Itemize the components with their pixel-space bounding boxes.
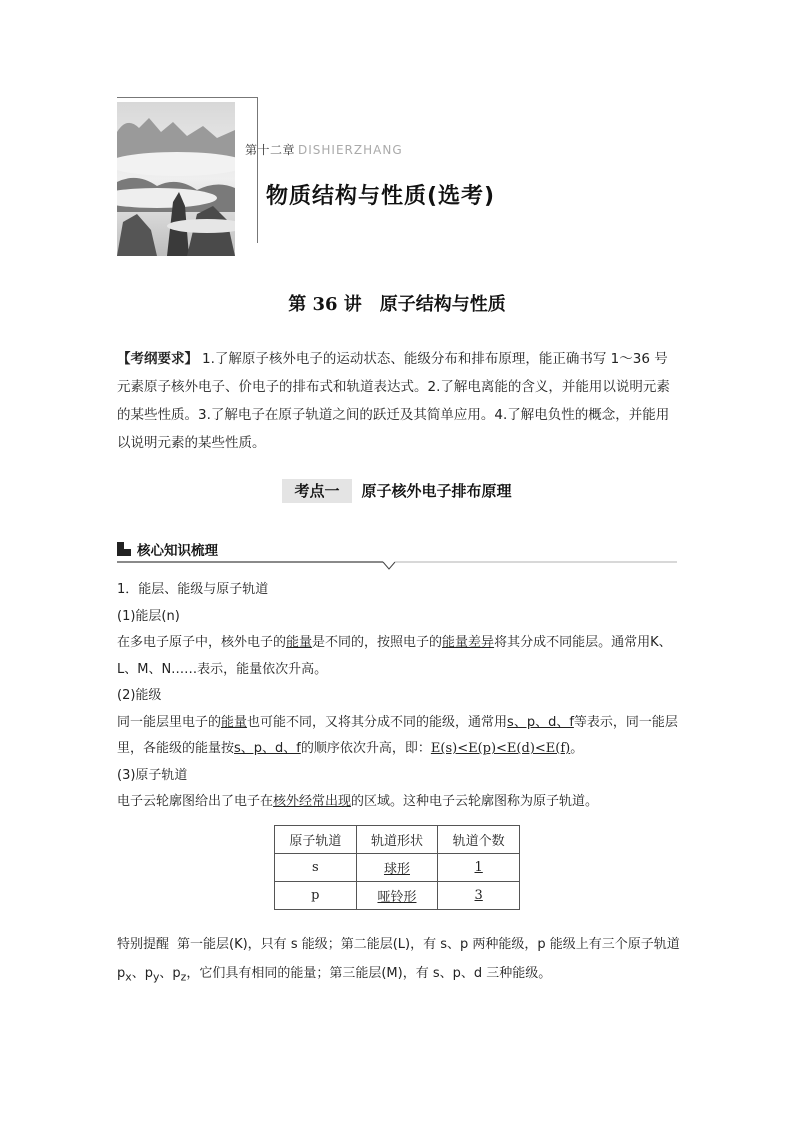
blank-answer: 核外经常出现 xyxy=(273,794,352,809)
content-body xyxy=(117,577,682,816)
chapter-number: 第十二章 xyxy=(245,143,296,157)
table-cell: 哑铃形 xyxy=(356,882,438,910)
blank-answer: s、p、d、f xyxy=(234,741,301,756)
section-title xyxy=(0,480,794,501)
subhead-divider xyxy=(117,560,677,574)
chapter-title: 物质结构与性质(选考) xyxy=(266,184,496,209)
p3-title: (3)原子轨道 xyxy=(117,767,188,783)
orbital-table xyxy=(274,825,520,910)
p3-text: 电子云轮廓图给出了电子在核外经常出现的区域。这种电子云轮廓图称为原子轨道。 xyxy=(117,794,599,809)
p2-text: 同一能层里电子的能量也可能不同，又将其分成不同的能级，通常用s、p、d、f等表示，同一能层里，各能级的能量按s、p、d、f的顺序依次升高，即：E(s)<E(p)<E(d)<E(f)。 xyxy=(117,714,678,756)
requirements-label: 【考纲要求】 xyxy=(117,351,198,367)
table-cell: 球形 xyxy=(356,854,438,882)
table-header: 轨道个数 xyxy=(438,826,520,854)
table-row xyxy=(275,854,520,882)
table-cell: p xyxy=(275,882,357,910)
note-label: 特别提醒 xyxy=(117,937,170,952)
p1-text: 在多电子原子中，核外电子的能量是不同的，按照电子的能量差异将其分成不同能层。通常用K、L、M、N……表示，能量依次升高。 xyxy=(117,635,672,677)
table-header: 原子轨道 xyxy=(275,826,357,854)
subhead xyxy=(117,539,218,559)
chapter-label xyxy=(245,141,403,158)
blank-answer: s、p、d、f xyxy=(507,714,574,730)
p2-title: (2)能级 xyxy=(117,688,162,703)
heading-energy-levels: 1．能层、能级与原子轨道 xyxy=(117,582,269,597)
lecture-title: 第 36 讲 原子结构与性质 xyxy=(288,294,506,315)
blank-answer: E(s)<E(p)<E(d)<E(f) xyxy=(430,741,571,756)
section-badge: 考点一 xyxy=(282,479,351,503)
section-title-text: 原子核外电子排布原理 xyxy=(361,482,512,500)
special-note: 特别提醒 第一能层(K)，只有 s 能级；第二能层(L)，有 s、p 两种能级，p 能级上有三个原子轨道 $p_x$、$p_y$、$p_z$，它们具有相同的能量；第三能层(M)，有 s、p、d 三种能级。 xyxy=(117,937,680,984)
table-cell: 3 xyxy=(438,882,520,910)
square-bullet-icon xyxy=(117,542,131,556)
blank-answer: 能量 xyxy=(221,714,248,730)
blank-answer: 能量差异 xyxy=(442,635,495,650)
table-cell: s xyxy=(275,854,357,882)
requirements-text: 1.了解原子核外电子的运动状态、能级分布和排布原理，能正确书写 1～36 号元素原子核外电子、价电子的排布式和轨道表达式。2.了解电离能的含义，并能用以说明元素的某些性质。3.了解电子在原子轨道之间的跃迁及其简单应用。4.了解电负性的概念，并能用以说明元素的某些性质。 xyxy=(117,351,670,451)
table-header: 轨道形状 xyxy=(356,826,438,854)
table-row xyxy=(275,882,520,910)
p1-title: (1)能层(n) xyxy=(117,608,180,624)
blank-answer: 能量 xyxy=(286,635,313,650)
subhead-text: 核心知识梳理 xyxy=(137,543,218,559)
chapter-landscape-image xyxy=(117,102,235,256)
table-cell: 1 xyxy=(438,854,520,882)
table-header-row xyxy=(275,826,520,854)
requirements-paragraph xyxy=(117,345,679,457)
chapter-latin: DISHIERZHANG xyxy=(298,143,403,157)
